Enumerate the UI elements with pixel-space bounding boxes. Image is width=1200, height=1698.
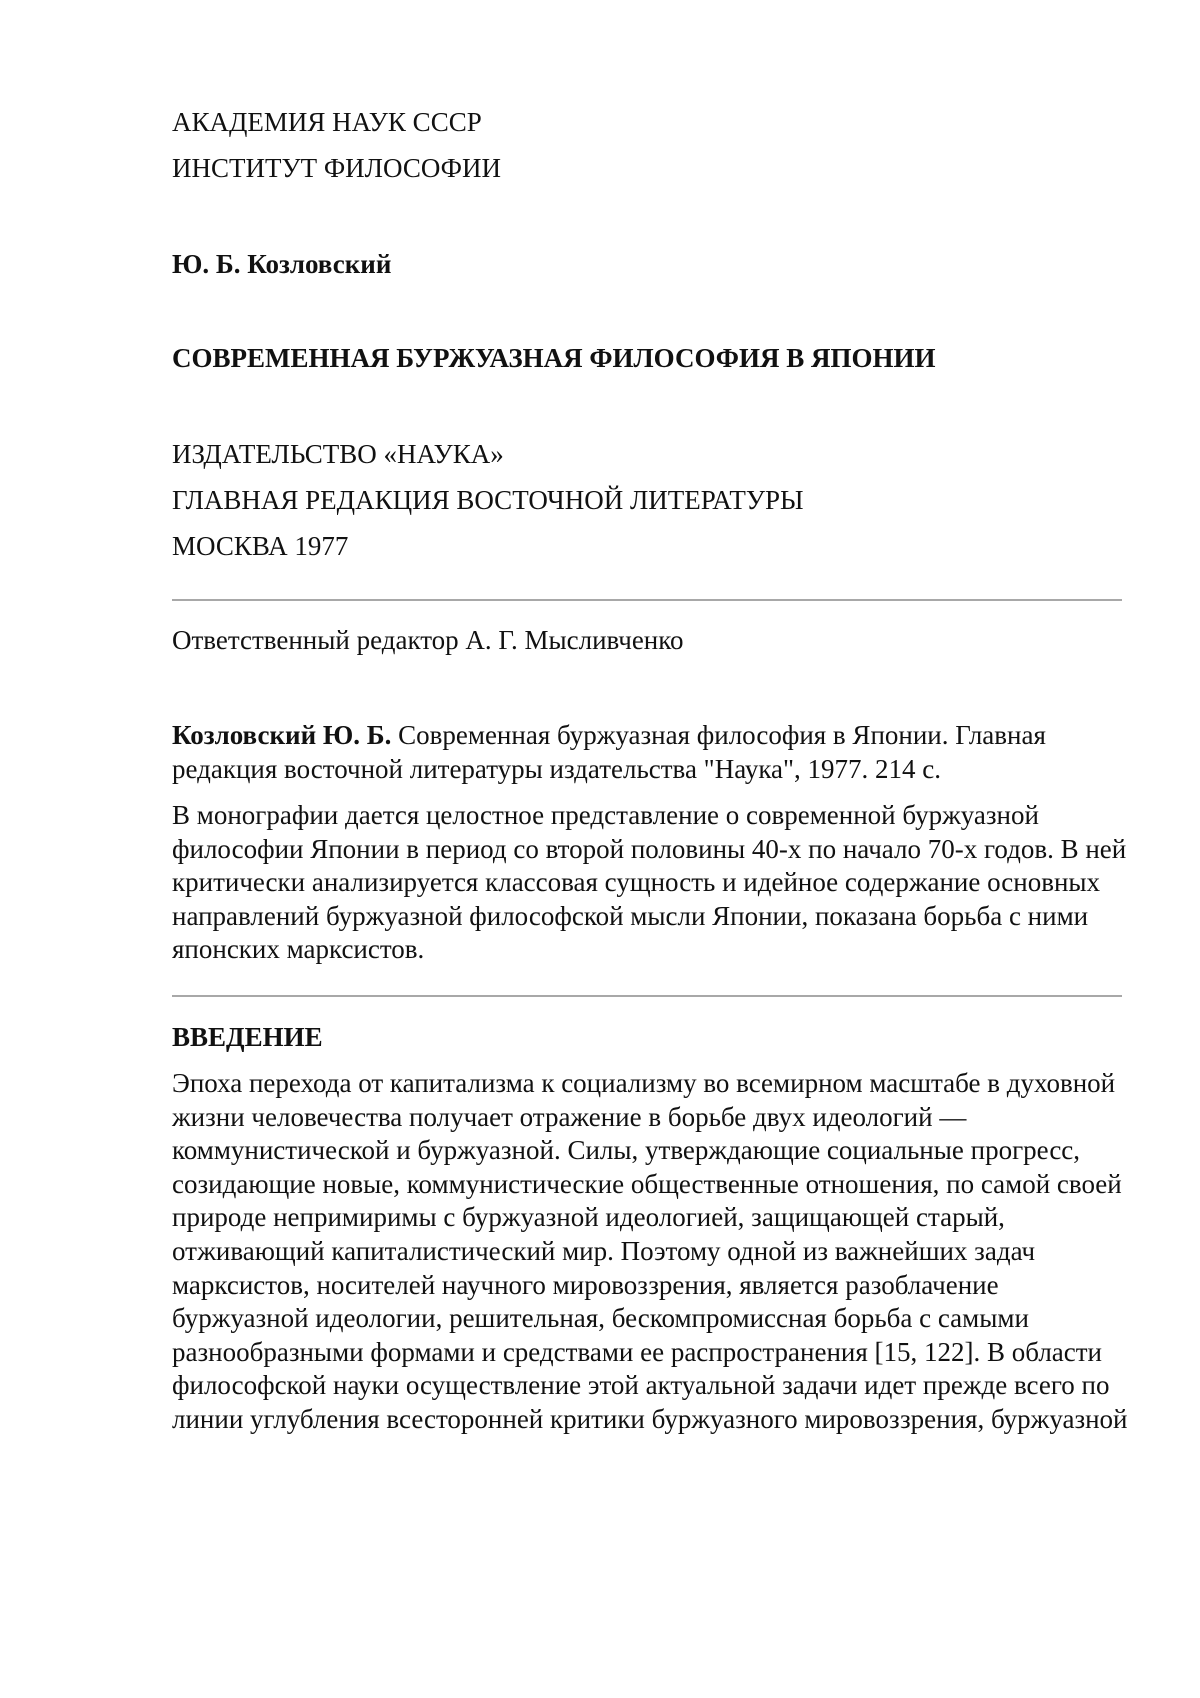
publisher-edition: ГЛАВНАЯ РЕДАКЦИЯ ВОСТОЧНОЙ ЛИТЕРАТУРЫ [172, 485, 804, 515]
book-title: СОВРЕМЕННАЯ БУРЖУАЗНАЯ ФИЛОСОФИЯ В ЯПОНИИ [172, 343, 936, 373]
institute-line: ИНСТИТУТ ФИЛОСОФИИ [172, 153, 501, 183]
introduction-paragraph: Эпоха перехода от капитализма к социализму во всемирном масштабе в духовной жизни человечества получает отражение в борьбе двух идеологий — коммунистической и буржуазной. Силы, утверждающие социальные прогресс, созидающие новые, коммунистические общественные отношения, по самой своей природе непримиримы с буржуазной идеологией, защищающей старый, отживающий капиталистический мир. Поэтому одной из важнейших задач марксистов, носителей научного мировоззрения, является разоблачение буржуазной идеологии, решительная, бескомпромиссная борьба с самыми разнообразными формами и средствами ее распространения [15, 122]. В области философской науки осуществление этой актуальной задачи идет прежде всего по линии углубления всесторонней критики буржуазного мировоззрения, буржуазной [172, 1068, 1128, 1434]
bibliography-text: Современная буржуазная философия в Японии. Главная редакция восточной литературы издательства "Наука", 1977. 214 с. [172, 720, 1046, 784]
divider-bottom [172, 995, 1122, 997]
bibliography-author: Козловский Ю. Б. [172, 720, 392, 750]
bibliographic-entry [172, 719, 1132, 786]
responsible-editor: Ответственный редактор А. Г. Мысливченко [172, 625, 684, 655]
abstract-paragraph: В монографии дается целостное представление о современной буржуазной философии Японии в период со второй половины 40-х по начало 70-х годов. В ней критически анализируется классовая сущность и идейное содержание основных направлений буржуазной философской мысли Японии, показана борьба с ними японских марксистов. [172, 800, 1127, 965]
academy-line: АКАДЕМИЯ НАУК СССР [172, 107, 482, 137]
author-name: Ю. Б. Козловский [172, 249, 392, 279]
publisher-house: ИЗДАТЕЛЬСТВО «НАУКА» [172, 439, 504, 469]
introduction-heading: ВВЕДЕНИЕ [172, 1022, 323, 1052]
publisher-city-year: МОСКВА 1977 [172, 531, 349, 561]
divider-top [172, 599, 1122, 601]
